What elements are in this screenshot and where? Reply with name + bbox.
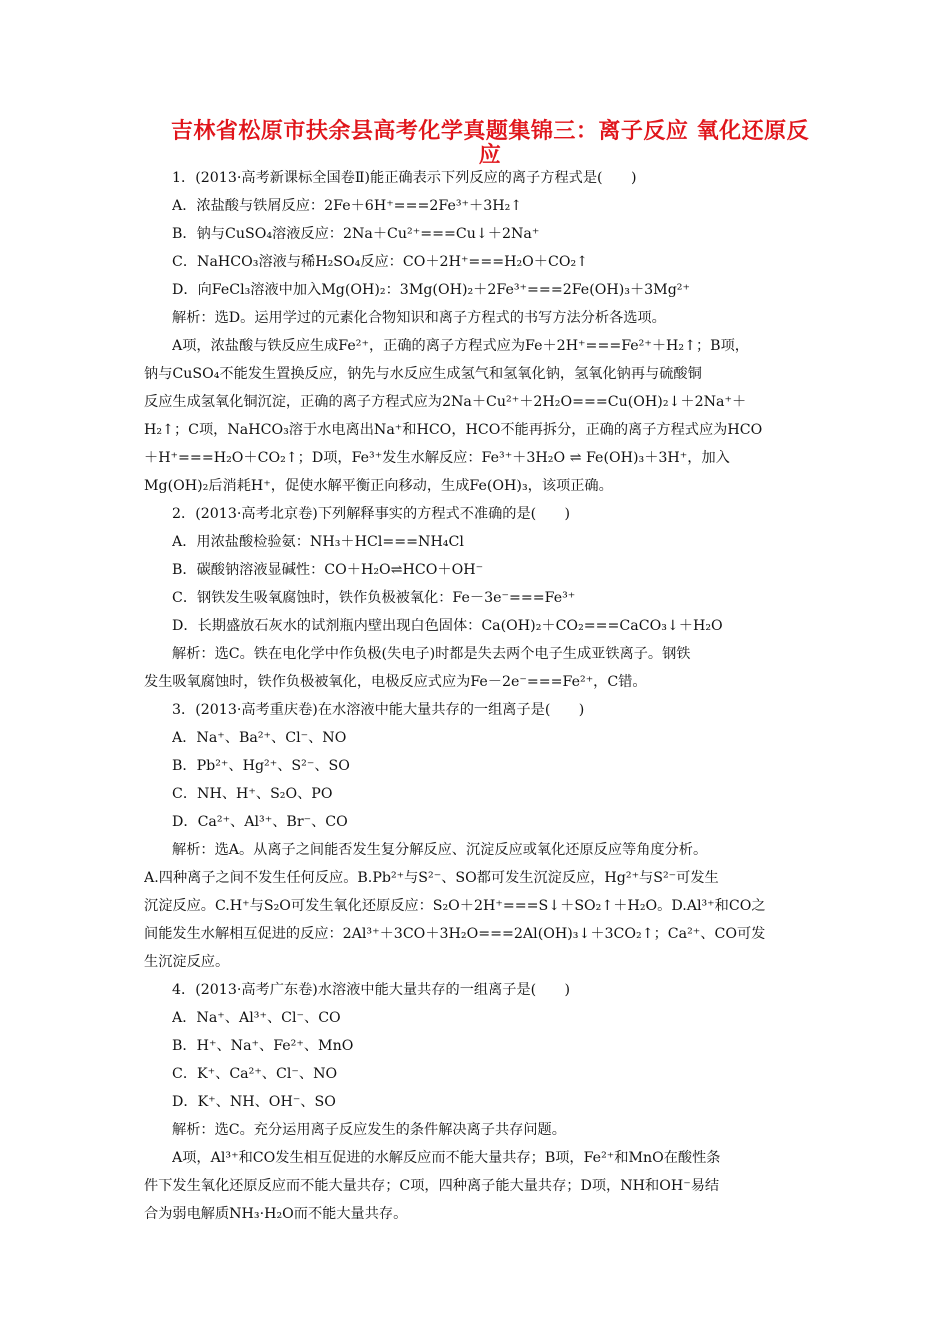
text-line: C．NH、H⁺、S₂O、PO: [172, 786, 333, 802]
text-line: A项，Al³⁺和CO发生相互促进的水解反应而不能大量共存；B项，Fe²⁺和MnO在酸性条: [172, 1150, 721, 1166]
text-line: 生沉淀反应。: [144, 954, 230, 970]
text-line: B．H⁺、Na⁺、Fe²⁺、MnO: [172, 1038, 354, 1054]
text-line: A．浓盐酸与铁屑反应：2Fe＋6H⁺===2Fe³⁺＋3H₂↑: [172, 198, 523, 214]
text-line: A.四种离子之间不发生任何反应。B.Pb²⁺与S²⁻、SO都可发生沉淀反应，Hg²⁺与S²⁻可发生: [144, 870, 719, 886]
text-line: 解析：选A。从离子之间能否发生复分解反应、沉淀反应或氧化还原反应等角度分析。: [172, 842, 708, 858]
text-line: 钠与CuSO₄不能发生置换反应，钠先与水反应生成氢气和氢氧化钠，氢氧化钠再与硫酸铜: [144, 366, 702, 382]
text-line: 3．(2013·高考重庆卷)在水溶液中能大量共存的一组离子是( ): [172, 702, 585, 718]
text-line: D．Ca²⁺、Al³⁺、Br⁻、CO: [172, 814, 348, 830]
text-line: A项，浓盐酸与铁反应生成Fe²⁺，正确的离子方程式应为Fe＋2H⁺===Fe²⁺＋H₂↑；B项，: [172, 338, 749, 354]
text-line: Mg(OH)₂后消耗H⁺，促使水解平衡正向移动，生成Fe(OH)₃，该项正确。: [144, 478, 613, 494]
text-line: B．Pb²⁺、Hg²⁺、S²⁻、SO: [172, 758, 350, 774]
text-line: 1．(2013·高考新课标全国卷Ⅱ)能正确表示下列反应的离子方程式是( ): [172, 170, 637, 186]
text-line: A．用浓盐酸检验氨：NH₃＋HCl===NH₄Cl: [172, 534, 464, 550]
text-line: A．Na⁺、Ba²⁺、Cl⁻、NO: [172, 730, 347, 746]
document-title: 吉林省松原市扶余县高考化学真题集锦三：离子反应 氧化还原反应: [170, 119, 810, 168]
document-body: [144, 164, 812, 1228]
text-line: 4．(2013·高考广东卷)水溶液中能大量共存的一组离子是( ): [172, 982, 571, 998]
text-line: 2．(2013·高考北京卷)下列解释事实的方程式不准确的是( ): [172, 506, 571, 522]
text-line: H₂↑；C项，NaHCO₃溶于水电离出Na⁺和HCO，HCO不能再拆分，正确的离子方程式应为HCO: [144, 422, 763, 438]
text-line: 间能发生水解相互促进的反应：2Al³⁺＋3CO＋3H₂O===2Al(OH)₃↓＋3CO₂↑；Ca²⁺、CO可发: [144, 926, 766, 942]
text-line: D．长期盛放石灰水的试剂瓶内壁出现白色固体：Ca(OH)₂＋CO₂===CaCO₃↓＋H₂O: [172, 618, 723, 634]
text-line: B．钠与CuSO₄溶液反应：2Na＋Cu²⁺===Cu↓＋2Na⁺: [172, 226, 540, 242]
text-line: 解析：选C。充分运用离子反应发生的条件解决离子共存问题。: [172, 1122, 566, 1138]
text-line: 解析：选C。铁在电化学中作负极(失电子)时都是失去两个电子生成亚铁离子。钢铁: [172, 646, 691, 662]
text-line: A．Na⁺、Al³⁺、Cl⁻、CO: [172, 1010, 341, 1026]
text-line: C．钢铁发生吸氧腐蚀时，铁作负极被氧化：Fe－3e⁻===Fe³⁺: [172, 590, 576, 606]
text-line: D．向FeCl₃溶液中加入Mg(OH)₂：3Mg(OH)₂＋2Fe³⁺===2Fe(OH)₃＋3Mg²⁺: [172, 282, 690, 298]
text-line: 发生吸氧腐蚀时，铁作负极被氧化，电极反应式应为Fe－2e⁻===Fe²⁺，C错。: [144, 674, 647, 690]
text-line: C．K⁺、Ca²⁺、Cl⁻、NO: [172, 1066, 338, 1082]
text-line: 解析：选D。运用学过的元素化合物知识和离子方程式的书写方法分析各选项。: [172, 310, 666, 326]
text-line: C．NaHCO₃溶液与稀H₂SO₄反应：CO＋2H⁺===H₂O＋CO₂↑: [172, 254, 589, 270]
text-line: 沉淀反应。C.H⁺与S₂O可发生氧化还原反应：S₂O＋2H⁺===S↓＋SO₂↑＋H₂O。D.Al³⁺和CO之: [144, 898, 766, 914]
text-line: 反应生成氢氧化铜沉淀，正确的离子方程式应为2Na＋Cu²⁺＋2H₂O===Cu(OH)₂↓＋2Na⁺＋: [144, 394, 747, 410]
text-line: 件下发生氧化还原反应而不能大量共存；C项，四种离子能大量共存；D项，NH和OH⁻易结: [144, 1178, 720, 1194]
text-line: D．K⁺、NH、OH⁻、SO: [172, 1094, 336, 1110]
text-line: ＋H⁺===H₂O＋CO₂↑；D项，Fe³⁺发生水解反应：Fe³⁺＋3H₂O ⇌ Fe(OH)₃＋3H⁺，加入: [144, 450, 730, 466]
text-line: B．碳酸钠溶液显碱性：CO＋H₂O⇌HCO＋OH⁻: [172, 562, 484, 578]
text-line: 合为弱电解质NH₃·H₂O而不能大量共存。: [144, 1206, 408, 1222]
